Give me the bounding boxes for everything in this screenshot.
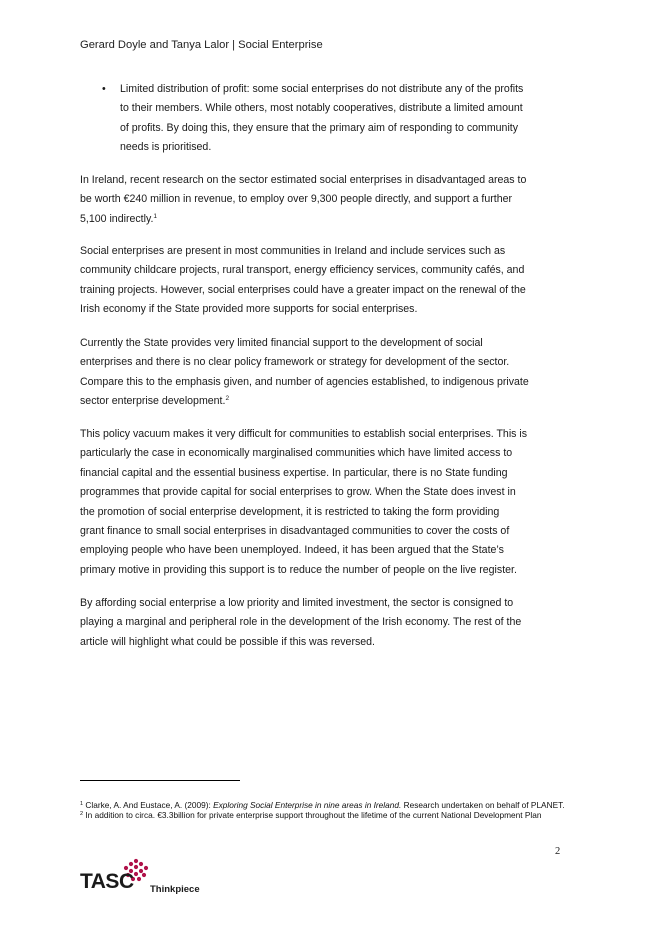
footnote-1: $^1$ Clarke, A. And Eustace, A. (2009): Exploring Social Enterprise in nine areas in Ireland. Research undertaken on behalf of PLANET.	[80, 800, 565, 810]
line: Limited distribution of profit: some social enterprises do not distribute any of the profits	[120, 83, 524, 95]
footnote-separator	[80, 780, 240, 781]
logo-subtitle: Thinkpiece	[150, 884, 200, 895]
footnote-ref-1[interactable]: 1	[153, 212, 158, 220]
list-item	[80, 80, 566, 158]
paragraph-revenue: In Ireland, recent research on the sector estimated social enterprises in disadvantaged areas to be worth €240 million in revenue, to employ over 9,300 people directly, and support a further 5,100 indirectly.$^1$	[80, 174, 527, 225]
tasc-logo	[80, 858, 220, 898]
paragraph-conclusion: By affording social enterprise a low priority and limited investment, the sector is consigned to playing a marginal and peripheral role in the development of the Irish economy. The rest of the article will highlight what could be possible if this was reversed.	[80, 597, 522, 648]
logo-dot	[139, 862, 143, 866]
paragraph-state-support: Currently the State provides very limited financial support to the development of social enterprises and there is no clear policy framework or strategy for development of the sector. Compare this to the emphasis given, and number of agencies established, to indigenous private sector enterprise development.$^2$	[80, 337, 529, 408]
footnotes	[80, 801, 570, 821]
line: of profits. By doing this, they ensure that the primary aim of responding to community	[120, 121, 519, 134]
logo-dot	[137, 877, 141, 881]
paragraph-services: Social enterprises are present in most communities in Ireland and include services such as community childcare projects, rural transport, energy efficiency services, community cafés, and training projects. However, social enterprises could have a greater impact on the renewal of the Irish economy if the State provided more supports for social enterprises.	[80, 245, 526, 316]
logo-dot	[139, 869, 143, 873]
footnote-title: Exploring Social Enterprise in nine areas in Ireland.	[213, 800, 402, 810]
logo-dot	[134, 865, 138, 869]
bullet-symbol: •	[102, 83, 106, 95]
logo-dot	[134, 872, 138, 876]
footnote-2: $^2$ In addition to circa. €3.3billion for private enterprise support throughout the lifetime of the current National Development Plan	[80, 809, 542, 820]
logo-dot	[134, 859, 138, 863]
paragraph-policy-vacuum: This policy vacuum makes it very difficult for communities to establish social enterprises. This is particularly the case in economically marginalised communities which have limited access to financial capital and the essential business expertise. In particular, there is no State funding programmes that provide capital for social enterprises to grow. When the State does invest in the promotion of social enterprise development, it is restricted to taking the form providing grant finance to small social enterprises in disadvantaged communities to cover the costs of employing people who have been unemployed. Indeed, it has been argued that the State’s primary motive in providing this support is to reduce the number of people on the live register.	[80, 428, 528, 576]
page-number: 2	[555, 846, 561, 857]
line: to their members. While others, most notably cooperatives, distribute a limited amount	[120, 102, 523, 115]
bullet-list	[80, 80, 566, 158]
logo-dot	[142, 873, 146, 877]
logo-wordmark: TASC	[80, 870, 134, 893]
footnote-ref-2[interactable]: 2	[225, 395, 230, 403]
running-header: Gerard Doyle and Tanya Lalor | Social Enterprise	[80, 39, 323, 51]
logo-dot	[129, 862, 133, 866]
logo-dot	[144, 866, 148, 870]
line: needs is prioritised.	[120, 141, 212, 154]
